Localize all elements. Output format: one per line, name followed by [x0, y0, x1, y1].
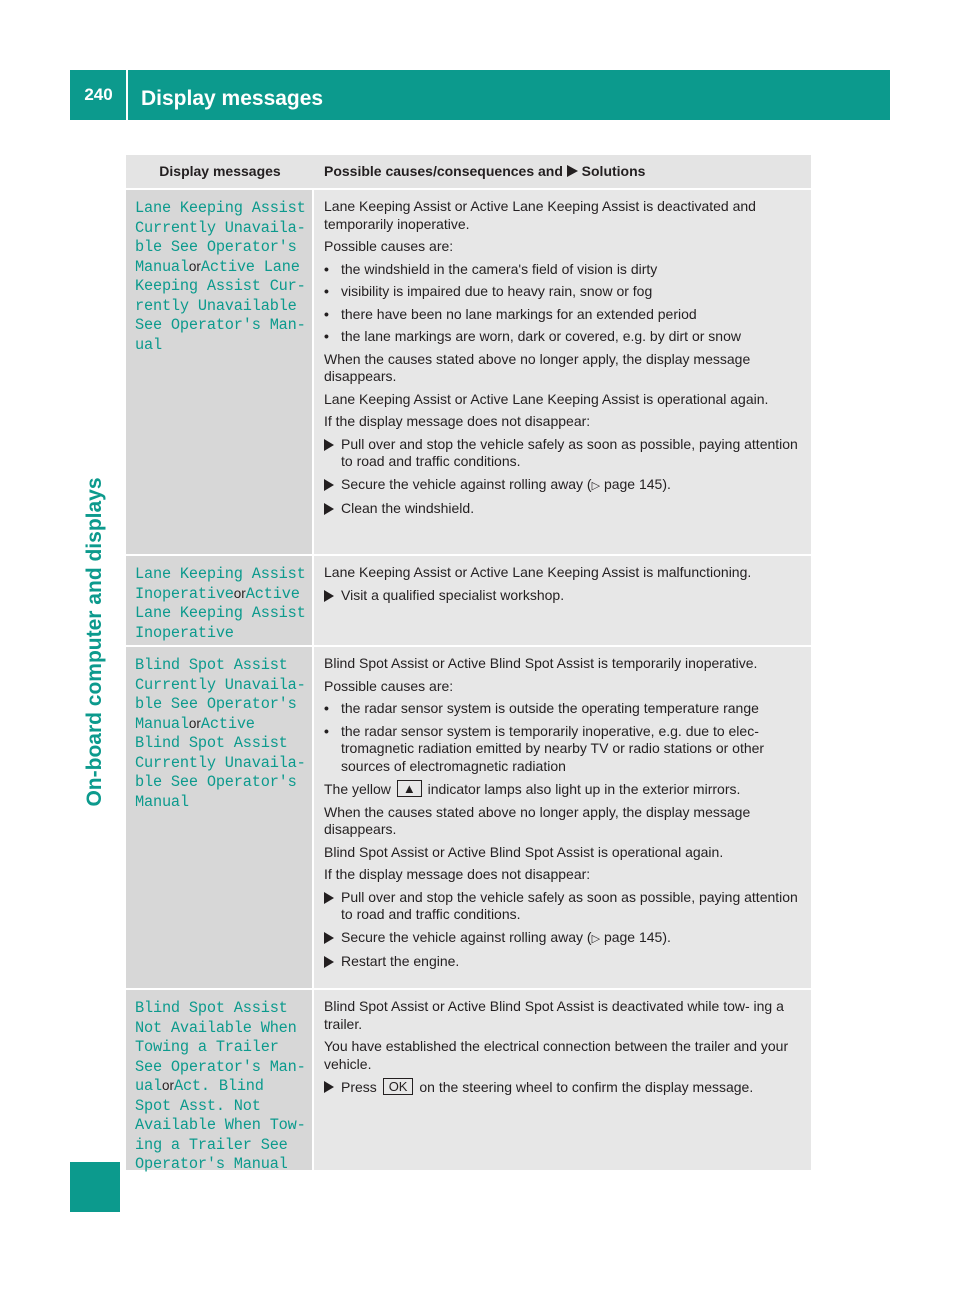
message-cell: [126, 990, 312, 1173]
bullet-text: visibility is impaired due to heavy rain, snow or fog: [341, 283, 653, 299]
bullet-item: [324, 723, 803, 776]
step-item: [324, 436, 803, 471]
step-item: [324, 476, 803, 496]
step-item: [324, 889, 803, 924]
message-text: Blind Spot Assist Not Available When Towing a Trailer See Operator's Man‐ ual: [135, 999, 306, 1095]
paragraph: Possible causes are:: [324, 238, 454, 254]
ok-key-icon: OK: [383, 1078, 414, 1095]
bullet-icon: •: [324, 700, 329, 716]
bullet-item: [324, 328, 803, 346]
step-arrow-icon: [324, 479, 334, 491]
step-item: [324, 929, 803, 949]
step-item: [324, 953, 803, 971]
side-marker-block: [70, 1162, 120, 1212]
or-text: or: [188, 715, 201, 731]
message-text-alt: Active Blind Spot Assist Currently Unavaila‐ ble See Operator's Manual: [135, 714, 306, 811]
step-text: Pull over and stop the vehicle safely as soon as possible, paying attention to road and traffic conditions.: [341, 435, 798, 469]
message-cell: [126, 647, 312, 988]
bullet-text: the radar sensor system is outside the operating temperature range: [341, 700, 759, 716]
step-arrow-icon: [324, 892, 334, 904]
page-ref-icon: ▷: [591, 479, 601, 492]
col2-post: Solutions: [581, 163, 646, 179]
message-text: Lane Keeping Assist Currently Unavaila‐ ble See Operator's Manual: [135, 199, 306, 276]
bullet-text: the windshield in the camera's field of vision is dirty: [341, 260, 658, 277]
header-divider: [126, 70, 128, 120]
paragraph: Lane Keeping Assist or Active Lane Keeping Assist is operational again.: [324, 390, 769, 407]
side-label-text: On-board computer and displays: [83, 477, 106, 807]
paragraph: Blind Spot Assist or Active Blind Spot Assist is temporarily inoperative.: [324, 655, 758, 671]
arrow-right-icon: [567, 165, 578, 177]
message-text-alt: Active Lane Keeping Assist Cur‐ rently Unavailable See Operator's Man‐ ual: [135, 257, 306, 354]
message-cell: [126, 556, 312, 645]
page-title: Display messages: [141, 87, 324, 110]
page-number: 240: [84, 85, 113, 104]
message-text-alt: Act. Blind Spot Asst. Not Available When Tow‐ ing a Trailer See Operator's Manual: [135, 1077, 306, 1173]
paragraph: Blind Spot Assist or Active Blind Spot Assist is operational again.: [324, 843, 724, 860]
step-item: [324, 587, 803, 605]
paragraph-pre: The yellow: [324, 781, 391, 797]
paragraph: Lane Keeping Assist or Active Lane Keeping Assist is deactivated and temporarily inoperative.: [324, 198, 756, 232]
causes-cell: [314, 647, 811, 988]
step-text: Visit a qualified specialist workshop.: [341, 586, 565, 603]
table-row: [126, 556, 811, 645]
bullet-item: [324, 283, 803, 301]
table-row: [126, 647, 811, 988]
page-ref-text[interactable]: page 145).: [603, 928, 671, 945]
paragraph: If the display message does not disappear:: [324, 413, 591, 429]
bullet-text: the lane markings are worn, dark or covered, e.g. by dirt or snow: [341, 328, 741, 344]
step-text: Restart the engine.: [341, 953, 460, 969]
section-side-label: [70, 122, 120, 1162]
step-text-pre: Press: [341, 1079, 377, 1095]
table-row: [126, 190, 811, 554]
bullet-icon: •: [324, 305, 329, 322]
step-arrow-icon: [324, 956, 334, 968]
step-item: [324, 500, 803, 518]
table-header: [126, 155, 811, 188]
table-row: [126, 990, 811, 1173]
or-text: or: [233, 585, 246, 601]
paragraph: [324, 780, 803, 799]
col2-pre: Possible causes/consequences and: [324, 163, 563, 179]
causes-cell: [314, 990, 811, 1170]
step-text-post: on the steering wheel to confirm the display message.: [419, 1079, 754, 1095]
or-text: or: [161, 1078, 174, 1093]
message-text: Blind Spot Assist Currently Unavaila‐ ble See Operator's Manual: [135, 656, 306, 733]
bullet-item: [324, 261, 803, 279]
step-text: Secure the vehicle against rolling away (: [341, 928, 592, 945]
message-text: Lane Keeping Assist Inoperative: [135, 565, 306, 603]
step-arrow-icon: [324, 439, 334, 451]
col-causes-solutions: [314, 155, 645, 188]
step-arrow-icon: [324, 503, 334, 515]
step-item: [324, 1078, 803, 1097]
paragraph: If the display message does not disappear:: [324, 866, 591, 882]
col-display-messages: Display messages: [159, 163, 281, 179]
paragraph: You have established the electrical connection between the trailer and your vehicle.: [324, 1038, 789, 1072]
causes-cell: [314, 556, 811, 645]
bullet-icon: •: [324, 722, 329, 739]
page-ref-text[interactable]: page 145).: [603, 475, 671, 492]
paragraph: Blind Spot Assist or Active Blind Spot Assist is deactivated while tow- ing a trailer.: [324, 998, 784, 1032]
step-text: Clean the windshield.: [341, 500, 475, 516]
paragraph-post: indicator lamps also light up in the exterior mirrors.: [427, 781, 741, 797]
message-cell: [126, 190, 312, 554]
paragraph: When the causes stated above no longer apply, the display message disappears.: [324, 803, 751, 837]
bullet-icon: •: [324, 283, 329, 299]
bullet-icon: •: [324, 328, 329, 344]
message-text-alt: Active Lane Keeping Assist Inoperative: [135, 584, 306, 642]
step-arrow-icon: [324, 590, 334, 602]
bullet-item: [324, 700, 803, 718]
page-ref-icon: ▷: [591, 932, 601, 945]
bullet-text: there have been no lane markings for an extended period: [341, 305, 697, 322]
bullet-icon: •: [324, 260, 329, 277]
step-arrow-icon: [324, 1081, 334, 1093]
step-arrow-icon: [324, 932, 334, 944]
causes-cell: [314, 190, 811, 554]
paragraph: Lane Keeping Assist or Active Lane Keeping Assist is malfunctioning.: [324, 564, 752, 580]
or-text: or: [188, 258, 201, 274]
step-text: Pull over and stop the vehicle safely as soon as possible, paying attention to road and traffic conditions.: [341, 888, 798, 922]
paragraph: When the causes stated above no longer apply, the display message disappears.: [324, 350, 751, 384]
display-messages-table: [126, 155, 811, 1172]
bullet-text: the radar sensor system is temporarily inoperative, e.g. due to elec- tromagnetic radiation emitted by nearby TV or radio stations or other sources of electromagnetic radiation: [341, 722, 765, 774]
step-text: Secure the vehicle against rolling away (: [341, 475, 592, 492]
bullet-item: [324, 306, 803, 324]
paragraph: Possible causes are:: [324, 677, 454, 694]
blind-spot-warning-icon: ▲: [397, 780, 422, 797]
